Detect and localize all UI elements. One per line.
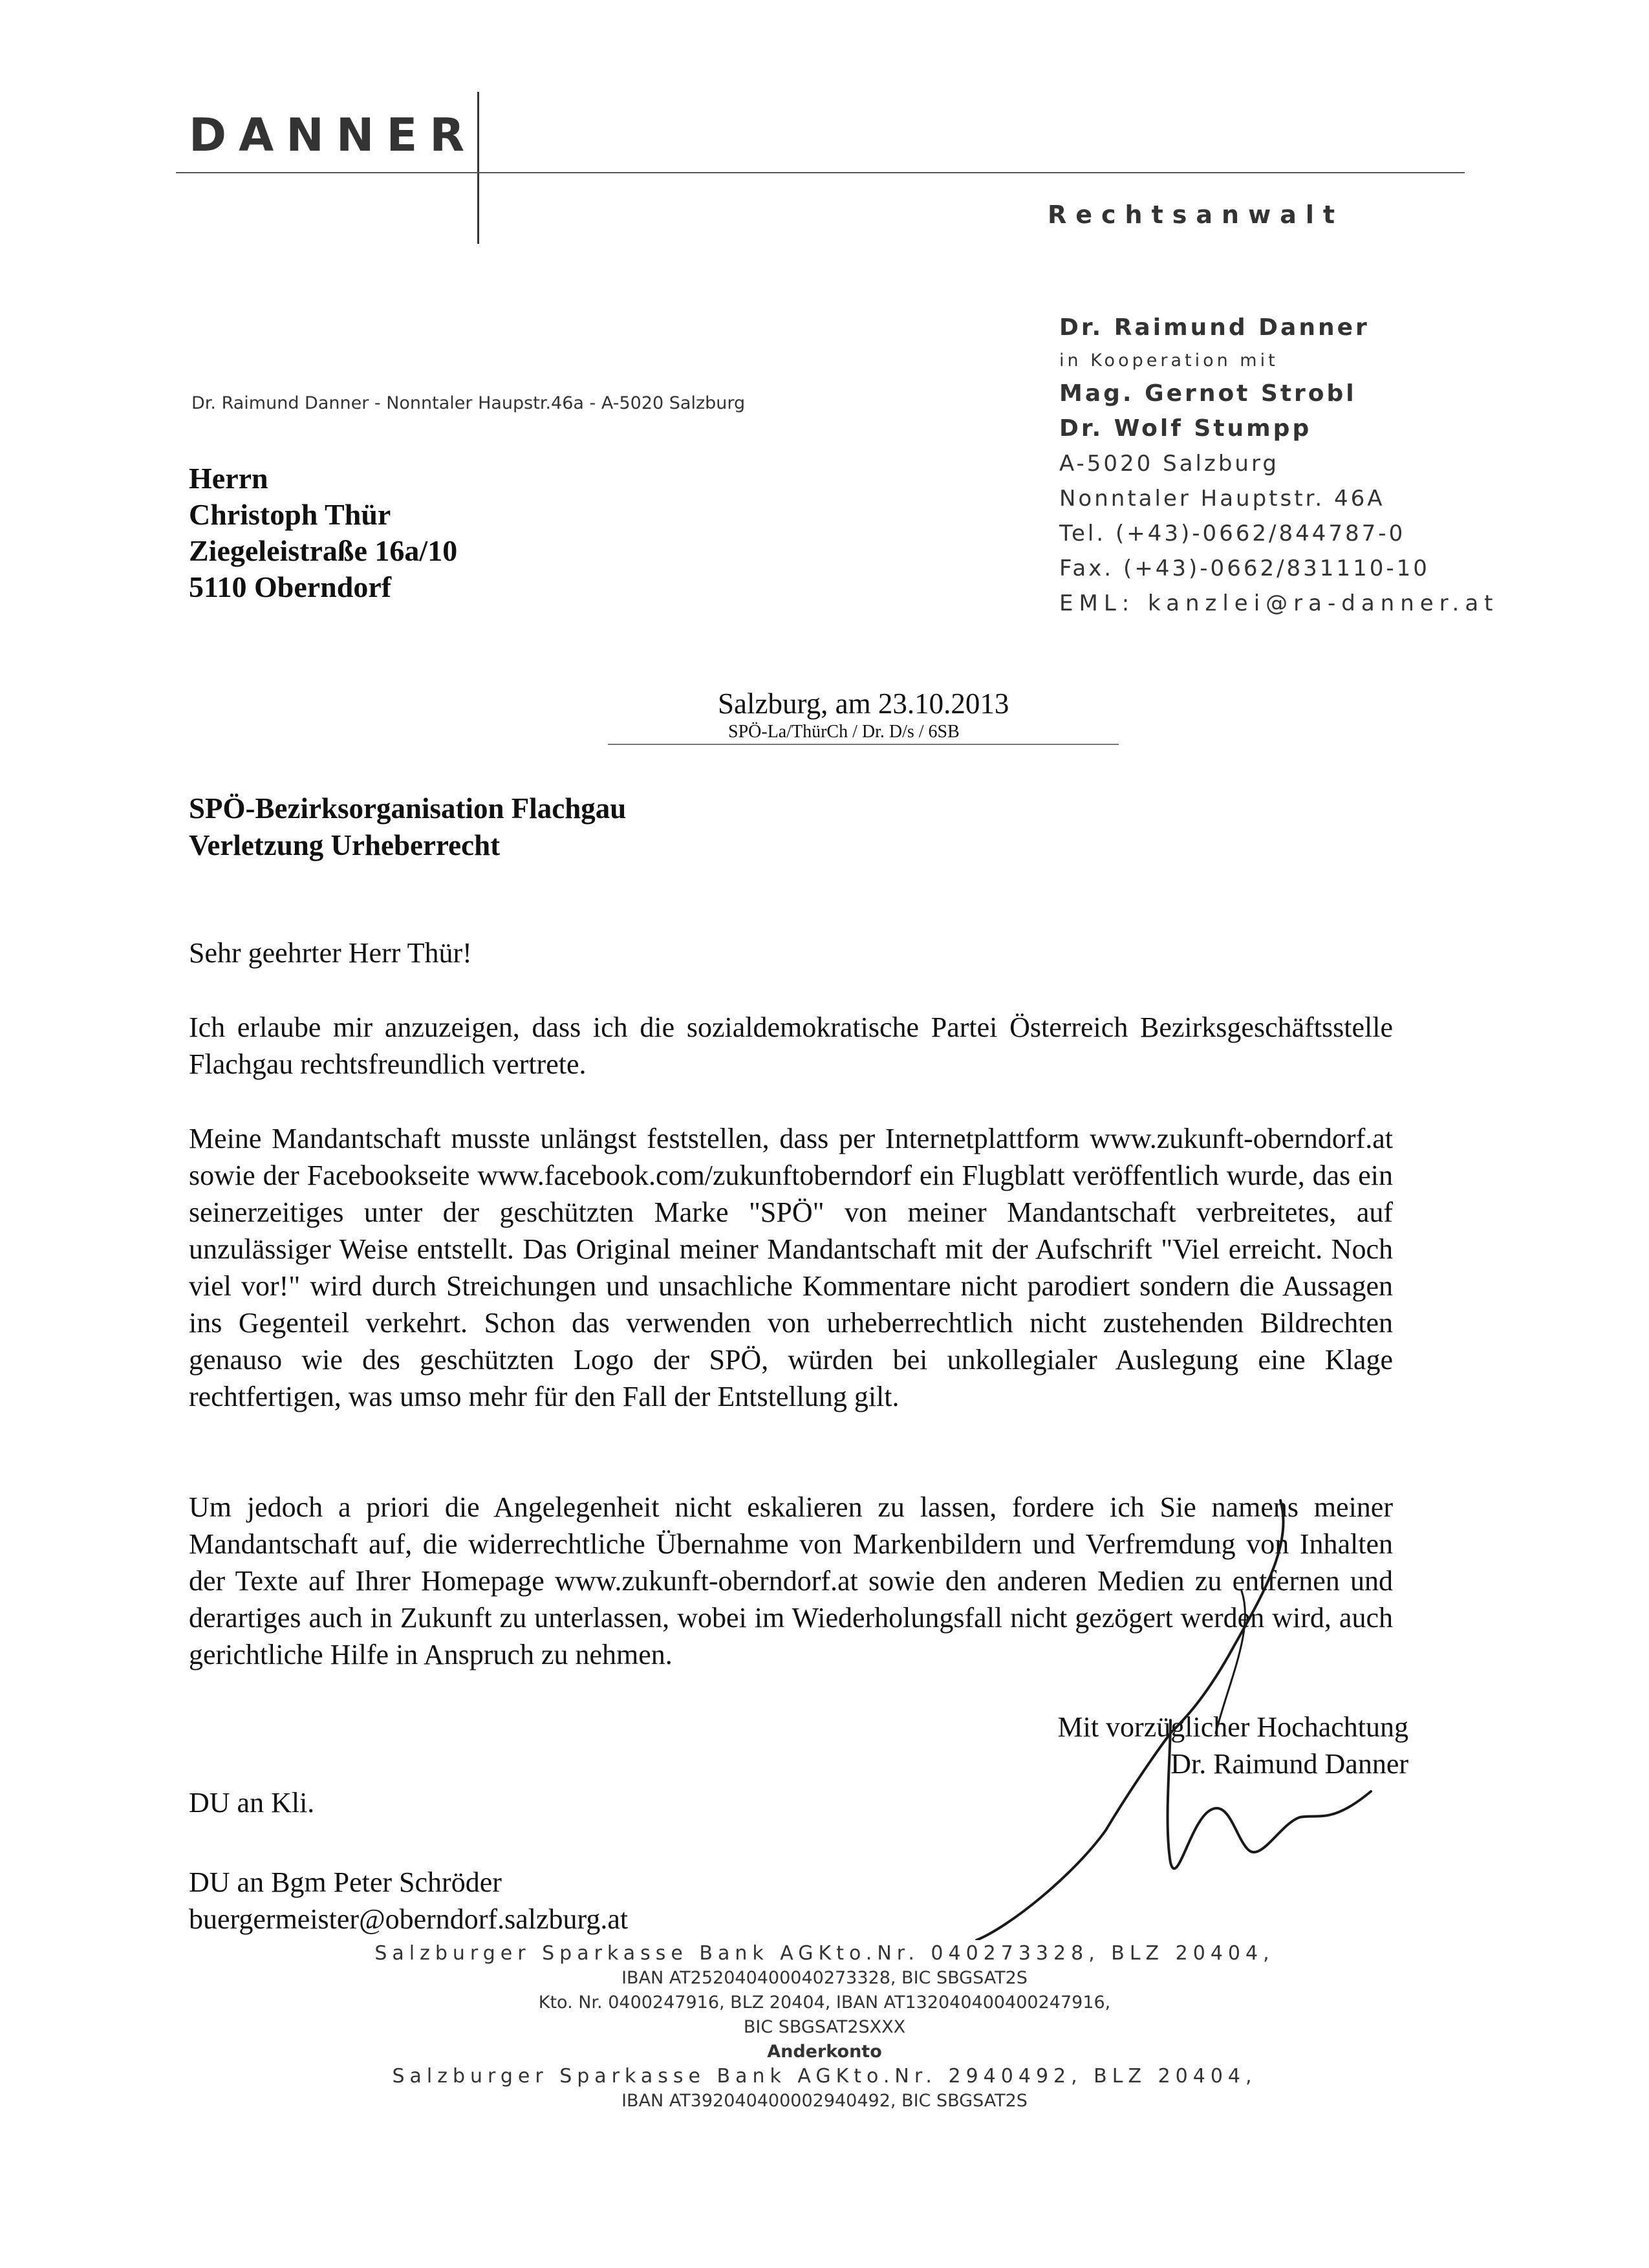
cc-mayor	[189, 1864, 628, 1938]
sender-cooperation: in Kooperation mit	[1059, 351, 1278, 371]
date-line: Salzburg, am 23.10.2013	[718, 687, 1009, 720]
sender-tel: Tel. (+43)-0662/844787-0	[1059, 521, 1406, 546]
sender-street: Nonntaler Hauptstr. 46A	[1059, 486, 1385, 512]
letterhead-horizontal-rule	[176, 172, 1465, 173]
footer-iban-3: IBAN AT392040400002940492, BIC SBGSAT2S	[621, 2091, 1028, 2111]
sender-name: Dr. Raimund Danner	[1059, 314, 1370, 341]
sender-email: EML: kanzlei@ra-danner.at	[1059, 590, 1499, 616]
recipient-salutation: Herrn	[189, 462, 268, 495]
sender-partner-strobl: Mag. Gernot Strobl	[1059, 380, 1357, 407]
footer-bic-2: BIC SBGSAT2SXXX	[743, 2017, 906, 2037]
body-paragraph-3: Um jedoch a priori die Angelegenheit nicht eskalieren zu lassen, fordere ich Sie namens meiner Mandantschaft auf, die widerrechtliche Übernahme von Markenbildern und Verfremdung von Inhalten der Texte auf Ihrer Homepage www.zukunft-oberndorf.at sowie den anderen Medien zu entfernen und derartiges auch in Zukunft zu unterlassen, wobei im Wiederholungsfall nicht gezögert werden wird, auch gerichtliche Hilfe in Anspruch zu nehmen.	[189, 1491, 1393, 1670]
footer-bank-3: Salzburger Sparkasse Bank AGKto.Nr. 2940492, BLZ 20404,	[392, 2065, 1257, 2088]
body-paragraph-1: Ich erlaube mir anzuzeigen, dass ich die sozialdemokratische Partei Österreich Bezirksgeschäftsstelle Flachgau rechtsfreundlich vertrete.	[189, 1011, 1393, 1080]
footer-kto-2: Kto. Nr. 0400247916, BLZ 20404, IBAN AT132040400400247916,	[538, 1993, 1111, 2013]
cc-kli: DU an Kli.	[189, 1787, 315, 1819]
sender-city: A-5020 Salzburg	[1059, 451, 1279, 477]
footer-anderkonto: Anderkonto	[767, 2042, 882, 2062]
recipient-city: 5110 Oberndorf	[189, 570, 392, 603]
letterhead-vertical-rule	[477, 92, 479, 244]
cc-mayor-name: DU an Bgm Peter Schröder	[189, 1866, 502, 1898]
return-address: Dr. Raimund Danner - Nonntaler Haupstr.46a - A-5020 Salzburg	[191, 393, 746, 413]
footer-bank-details	[178, 1941, 1471, 2113]
recipient-street: Ziegeleistraße 16a/10	[189, 534, 458, 567]
handwritten-signature	[957, 1487, 1384, 1940]
sender-partner-stumpp: Dr. Wolf Stumpp	[1059, 415, 1312, 442]
sender-fax: Fax. (+43)-0662/831110-10	[1059, 556, 1430, 581]
subject	[189, 790, 626, 864]
letterhead-profession: Rechtsanwalt	[1048, 200, 1344, 229]
subject-line-1: SPÖ-Bezirksorganisation Flachgau	[189, 792, 627, 825]
cc-mayor-email: buergermeister@oberndorf.salzburg.at	[189, 1903, 629, 1935]
recipient-address	[189, 460, 457, 605]
footer-bank-1: Salzburger Sparkasse Bank AGKto.Nr. 040273328, BLZ 20404,	[374, 1942, 1275, 1965]
letterhead-logo: DANNER	[189, 109, 477, 162]
footer-iban-1: IBAN AT252040400040273328, BIC SBGSAT2S	[621, 1968, 1028, 1988]
greeting: Sehr geehrter Herr Thür!	[189, 937, 472, 969]
body-paragraph-2: Meine Mandantschaft musste unlängst feststellen, dass per Internetplattform www.zukunft-oberndorf.at sowie der Facebookseite www.facebook.com/zukunftoberndorf ein Flugblatt veröffentlich wurde, das ein seinerzeitiges unter der geschützten Marke "SPÖ" von meiner Mandantschaft verbreitetes, auf unzulässiger Weise entstellt. Das Original meiner Mandantschaft mit der Aufschrift "Viel erreicht. Noch viel vor!" wird durch Streichungen und unsachliche Kommentare nicht parodiert sondern die Aussagen ins Gegenteil verkehrt. Schon das verwenden von urheberrechtlich nicht zustehenden Bildrechten genauso wie des geschützten Logo der SPÖ, würden bei unkollegialer Auslegung eine Klage rechtfertigen, was umso mehr für den Fall der Entstellung gilt.	[189, 1123, 1393, 1412]
recipient-name: Christoph Thür	[189, 498, 391, 531]
sender-block	[1059, 310, 1499, 621]
subject-line-2: Verletzung Urheberrecht	[189, 829, 501, 861]
reference-code: SPÖ-La/ThürCh / Dr. D/s / 6SB	[728, 722, 960, 742]
closing-phrase: Mit vorzüglicher Hochachtung	[1057, 1711, 1408, 1743]
reference-rule	[608, 744, 1119, 745]
closing-name: Dr. Raimund Danner	[1170, 1748, 1408, 1780]
